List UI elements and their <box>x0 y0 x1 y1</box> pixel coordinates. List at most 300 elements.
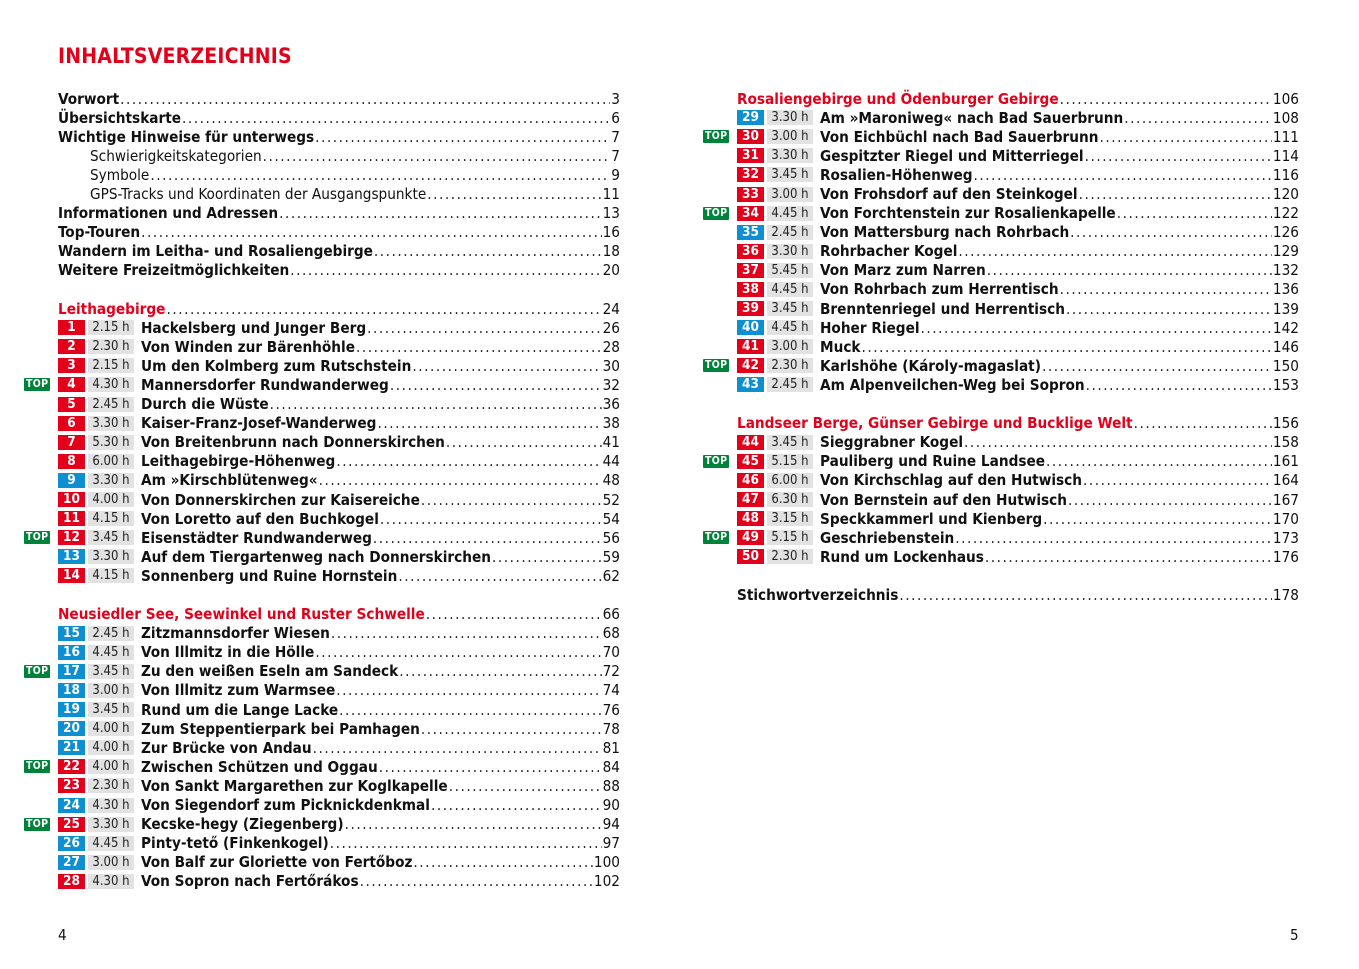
tour-label: Von Illmitz in die Hölle <box>141 643 315 662</box>
tour-duration: 4.00 h <box>88 492 134 507</box>
tour-row[interactable] <box>703 490 1299 509</box>
tour-row[interactable] <box>703 127 1299 146</box>
tour-number: 37 <box>737 263 764 278</box>
tour-label: Rohrbacher Kogel <box>820 242 958 261</box>
entry-label: Rosaliengebirge und Ödenburger Gebirge <box>737 89 1059 108</box>
leader-dots <box>964 433 1272 451</box>
page-number: 136 <box>1272 280 1299 299</box>
leader-dots <box>290 261 601 279</box>
leader-dots <box>367 319 601 337</box>
page-number: 108 <box>1272 108 1299 127</box>
leader-dots <box>263 147 611 165</box>
tour-label: Gespitzter Riegel und Mitterriegel <box>820 146 1084 165</box>
tour-number: 50 <box>737 549 764 564</box>
page-number: 120 <box>1272 185 1299 204</box>
tour-row[interactable] <box>703 204 1299 223</box>
top-badge-cell <box>703 130 737 143</box>
index-row[interactable] <box>703 585 1299 604</box>
page-number: 6 <box>611 108 620 127</box>
leader-dots <box>427 185 601 203</box>
tour-label: Zum Steppentierpark bei Pamhagen <box>141 719 420 738</box>
tour-row[interactable] <box>24 872 620 891</box>
tour-row[interactable] <box>24 795 620 814</box>
page-number: 3 <box>611 89 620 108</box>
page-number: 97 <box>602 834 620 853</box>
tour-duration: 3.30 h <box>88 473 134 488</box>
tour-number: 36 <box>737 244 764 259</box>
tour-number: 21 <box>58 740 85 755</box>
tour-row[interactable] <box>24 566 620 585</box>
page-number: 161 <box>1272 452 1299 471</box>
tour-duration: 3.30 h <box>88 817 134 832</box>
page-number: 16 <box>602 223 620 242</box>
tour-number: 24 <box>58 798 85 813</box>
tour-number: 47 <box>737 492 764 507</box>
tour-number: 39 <box>737 301 764 316</box>
page-number: 170 <box>1272 509 1299 528</box>
leader-dots <box>899 586 1272 604</box>
tour-duration: 3.45 h <box>88 702 134 717</box>
page-number: 9 <box>611 165 620 184</box>
tour-label: Kecske-hegy (Ziegenberg) <box>141 815 344 834</box>
front-matter-row[interactable] <box>24 146 620 165</box>
leader-dots <box>360 872 593 890</box>
tour-row[interactable] <box>703 261 1299 280</box>
tour-label: Sieggrabner Kogel <box>820 433 964 452</box>
leader-dots <box>380 510 602 528</box>
leader-dots <box>315 643 601 661</box>
leader-dots <box>336 452 601 470</box>
page-number: 28 <box>602 337 620 356</box>
tour-number: 27 <box>58 855 85 870</box>
tour-row[interactable] <box>703 509 1299 528</box>
top-badge-cell <box>24 665 58 678</box>
leader-dots <box>1117 204 1272 222</box>
tour-row[interactable] <box>703 242 1299 261</box>
tour-number: 9 <box>58 473 85 488</box>
leader-dots <box>390 376 602 394</box>
tour-row[interactable] <box>24 662 620 681</box>
page-number: 59 <box>602 547 620 566</box>
section-heading[interactable] <box>703 414 1299 433</box>
leader-dots <box>331 624 602 642</box>
page-number: 142 <box>1272 318 1299 337</box>
front-matter-row[interactable] <box>24 165 620 184</box>
front-matter-row[interactable] <box>24 223 620 242</box>
tour-label: Von Frohsdorf auf den Steinkogel <box>820 185 1078 204</box>
left-page-number: 4 <box>58 926 67 944</box>
tour-duration: 2.45 h <box>88 397 134 412</box>
page-number: 158 <box>1272 433 1299 452</box>
tour-duration: 4.00 h <box>88 740 134 755</box>
tour-label: Muck <box>820 337 861 356</box>
tour-number: 12 <box>58 530 85 545</box>
tour-row[interactable] <box>24 815 620 834</box>
tour-row[interactable] <box>703 146 1299 165</box>
tour-label: Am Alpenveilchen-Weg bei Sopron <box>820 375 1085 394</box>
tour-row[interactable] <box>703 184 1299 203</box>
tour-label: Pauliberg und Ruine Landsee <box>820 452 1046 471</box>
leader-dots <box>421 720 602 738</box>
page-number: 70 <box>602 643 620 662</box>
tour-label: Zur Brücke von Andau <box>141 738 312 757</box>
index-entry <box>703 585 1299 604</box>
leader-dots <box>955 529 1272 547</box>
tour-duration: 5.15 h <box>767 454 813 469</box>
tour-row[interactable] <box>24 643 620 662</box>
leader-dots <box>398 567 601 585</box>
tour-label: Von Marz zum Narren <box>820 261 986 280</box>
tour-number: 8 <box>58 454 85 469</box>
front-matter-row[interactable] <box>24 242 620 261</box>
tour-row[interactable] <box>24 853 620 872</box>
tour-number: 6 <box>58 416 85 431</box>
tour-label: Um den Kolmberg zum Rutschstein <box>141 356 412 375</box>
leader-dots <box>1070 223 1272 241</box>
tour-duration: 2.15 h <box>88 358 134 373</box>
tour-label: Von Balf zur Gloriette von Fertőboz <box>141 853 413 872</box>
tour-number: 5 <box>58 397 85 412</box>
tour-duration: 5.45 h <box>767 263 813 278</box>
tour-row[interactable] <box>24 757 620 776</box>
page-number: 114 <box>1272 146 1299 165</box>
toc-right-column <box>703 89 1299 605</box>
page-number: 7 <box>611 146 620 165</box>
tour-number: 25 <box>58 817 85 832</box>
tour-label: Zu den weißen Eseln am Sandeck <box>141 662 399 681</box>
tour-number: 10 <box>58 492 85 507</box>
leader-dots <box>1068 491 1272 509</box>
tour-duration: 4.00 h <box>88 721 134 736</box>
page-number: 146 <box>1272 337 1299 356</box>
section-landseer <box>703 414 1299 567</box>
tour-label: Von Kirchschlag auf den Hutwisch <box>820 471 1082 490</box>
leader-dots <box>120 90 610 108</box>
tour-label: Von Eichbüchl nach Bad Sauerbrunn <box>820 127 1099 146</box>
page-title: INHALTSVERZEICHNIS <box>58 44 292 68</box>
page-number: 66 <box>602 605 620 624</box>
tour-row[interactable] <box>24 681 620 700</box>
page-number: 102 <box>593 872 620 891</box>
page-number: 126 <box>1272 223 1299 242</box>
leader-dots <box>431 796 602 814</box>
leader-dots <box>1043 510 1272 528</box>
page-number: 173 <box>1272 528 1299 547</box>
page-number: 156 <box>1272 414 1299 433</box>
leader-dots <box>413 853 593 871</box>
tour-label: Von Rohrbach zum Herrentisch <box>820 280 1059 299</box>
leader-dots <box>1079 185 1272 203</box>
tour-duration: 3.45 h <box>88 664 134 679</box>
top-badge: TOP <box>26 760 49 773</box>
tour-label: Kaiser-Franz-Josef-Wanderweg <box>141 414 377 433</box>
leader-dots <box>1099 128 1271 146</box>
entry-label: Weitere Freizeitmöglichkeiten <box>58 261 290 280</box>
tour-row[interactable] <box>24 834 620 853</box>
leader-dots <box>339 701 601 719</box>
page-number: 62 <box>602 566 620 585</box>
leader-dots <box>379 758 602 776</box>
tour-duration: 4.45 h <box>88 645 134 660</box>
section-rosalien <box>703 89 1299 395</box>
tour-label: Von Breitenbrunn nach Donnerskirchen <box>141 433 445 452</box>
section-leithagebirge <box>24 299 620 585</box>
tour-duration: 3.00 h <box>767 129 813 144</box>
tour-duration: 5.30 h <box>88 435 134 450</box>
tour-duration: 3.30 h <box>767 244 813 259</box>
top-badge-cell <box>703 455 737 468</box>
tour-number: 1 <box>58 320 85 335</box>
front-matter-row[interactable] <box>24 261 620 280</box>
tour-number: 32 <box>737 167 764 182</box>
tour-number: 29 <box>737 110 764 125</box>
leader-dots <box>446 433 602 451</box>
tour-number: 22 <box>58 759 85 774</box>
tour-number: 44 <box>737 435 764 450</box>
leader-dots <box>426 605 602 623</box>
tour-duration: 6.00 h <box>767 473 813 488</box>
tour-row[interactable] <box>703 452 1299 471</box>
tour-label: Auf dem Tiergartenweg nach Donnerskirchen <box>141 547 491 566</box>
entry-label: Landseer Berge, Günser Gebirge und Bucklige Welt <box>737 414 1133 433</box>
tour-duration: 2.30 h <box>767 549 813 564</box>
tour-duration: 3.30 h <box>88 416 134 431</box>
tour-row[interactable] <box>24 700 620 719</box>
tour-number: 15 <box>58 626 85 641</box>
tour-label: Zitzmannsdorfer Wiesen <box>141 624 330 643</box>
tour-row[interactable] <box>703 223 1299 242</box>
leader-dots <box>141 223 602 241</box>
page-number: 74 <box>602 681 620 700</box>
tour-row[interactable] <box>24 375 620 394</box>
page-number: 44 <box>602 452 620 471</box>
tour-row[interactable] <box>24 624 620 643</box>
leader-dots <box>1060 90 1272 108</box>
page-number: 18 <box>602 242 620 261</box>
top-badge: TOP <box>705 130 728 143</box>
tour-label: Mannersdorfer Rundwanderweg <box>141 375 389 394</box>
tour-row[interactable] <box>24 433 620 452</box>
tour-number: 38 <box>737 282 764 297</box>
tour-number: 14 <box>58 568 85 583</box>
leader-dots <box>336 681 601 699</box>
front-matter-row[interactable] <box>24 127 620 146</box>
top-badge: TOP <box>26 817 49 830</box>
top-badge: TOP <box>705 359 728 372</box>
entry-label: GPS-Tracks und Koordinaten der Ausgangspunkte <box>90 185 427 204</box>
tour-row[interactable] <box>24 471 620 490</box>
entry-label: Vorwort <box>58 89 120 108</box>
tour-number: 18 <box>58 683 85 698</box>
entry-label: Informationen und Adressen <box>58 204 279 223</box>
leader-dots <box>1042 357 1272 375</box>
leader-dots <box>958 242 1272 260</box>
leader-dots <box>1066 300 1272 318</box>
page-number: 68 <box>602 624 620 643</box>
entry-label: Leithagebirge <box>58 299 166 318</box>
tour-duration: 4.45 h <box>88 836 134 851</box>
tour-label: Hoher Riegel <box>820 318 920 337</box>
tour-label: Durch die Wüste <box>141 395 269 414</box>
front-matter-row[interactable] <box>24 184 620 203</box>
tour-row[interactable] <box>703 471 1299 490</box>
tour-row[interactable] <box>24 318 620 337</box>
tour-row[interactable] <box>703 433 1299 452</box>
tour-label: Pinty-tető (Finkenkogel) <box>141 834 329 853</box>
page-number: 32 <box>602 375 620 394</box>
page-number: 48 <box>602 471 620 490</box>
leader-dots <box>150 166 610 184</box>
page-number: 178 <box>1272 585 1299 604</box>
leader-dots <box>1124 109 1272 127</box>
tour-number: 4 <box>58 377 85 392</box>
leader-dots <box>1046 452 1272 470</box>
tour-duration: 3.30 h <box>767 110 813 125</box>
tour-number: 42 <box>737 358 764 373</box>
tour-row[interactable] <box>703 318 1299 337</box>
section-heading[interactable] <box>703 89 1299 108</box>
page-number: 56 <box>602 528 620 547</box>
tour-row[interactable] <box>24 776 620 795</box>
tour-duration: 3.45 h <box>767 301 813 316</box>
page-number: 153 <box>1272 375 1299 394</box>
tour-duration: 4.15 h <box>88 511 134 526</box>
top-badge: TOP <box>705 206 728 219</box>
leader-dots <box>974 166 1272 184</box>
tour-row[interactable] <box>703 280 1299 299</box>
leader-dots <box>1083 471 1272 489</box>
tour-duration: 4.30 h <box>88 798 134 813</box>
entry-label: Neusiedler See, Seewinkel und Ruster Schwelle <box>58 605 425 624</box>
tour-number: 13 <box>58 549 85 564</box>
tour-label: Sonnenberg und Ruine Hornstein <box>141 566 398 585</box>
tour-label: Von Forchtenstein zur Rosalienkapelle <box>820 204 1116 223</box>
tour-duration: 6.30 h <box>767 492 813 507</box>
tour-label: Von Mattersburg nach Rohrbach <box>820 223 1070 242</box>
section-neusiedler <box>24 605 620 891</box>
tour-row[interactable] <box>703 108 1299 127</box>
leader-dots <box>399 662 601 680</box>
tour-duration: 4.30 h <box>88 874 134 889</box>
page-number: 129 <box>1272 242 1299 261</box>
tour-label: Rund um Lockenhaus <box>820 547 984 566</box>
tour-label: Von Siegendorf zum Picknickdenkmal <box>141 796 430 815</box>
tour-row[interactable] <box>703 165 1299 184</box>
page-number: 76 <box>602 700 620 719</box>
tour-number: 45 <box>737 454 764 469</box>
leader-dots <box>862 338 1272 356</box>
tour-label: Von Sopron nach Fertőrákos <box>141 872 359 891</box>
tour-row[interactable] <box>24 547 620 566</box>
page-number: 30 <box>602 356 620 375</box>
tour-number: 28 <box>58 874 85 889</box>
leader-dots <box>313 739 602 757</box>
tour-row[interactable] <box>24 490 620 509</box>
section-heading[interactable] <box>24 605 620 624</box>
tour-duration: 4.45 h <box>767 320 813 335</box>
page-number: 122 <box>1272 204 1299 223</box>
tour-duration: 3.30 h <box>88 549 134 564</box>
leader-dots <box>319 471 602 489</box>
top-badge: TOP <box>705 454 728 467</box>
leader-dots <box>421 491 602 509</box>
tour-number: 16 <box>58 645 85 660</box>
tour-duration: 6.00 h <box>88 454 134 469</box>
page-number: 72 <box>602 662 620 681</box>
tour-number: 20 <box>58 721 85 736</box>
page-number: 54 <box>602 509 620 528</box>
tour-row[interactable] <box>24 719 620 738</box>
leader-dots <box>330 834 602 852</box>
page-number: 41 <box>602 433 620 452</box>
tour-label: Von Loretto auf den Buchkogel <box>141 509 379 528</box>
tour-number: 31 <box>737 148 764 163</box>
tour-row[interactable] <box>24 395 620 414</box>
tour-label: Brenntenriegel und Herrentisch <box>820 299 1065 318</box>
top-badge-cell <box>24 760 58 773</box>
page-number: 150 <box>1272 356 1299 375</box>
tour-duration: 2.30 h <box>88 778 134 793</box>
tour-row[interactable] <box>703 337 1299 356</box>
page-number: 52 <box>602 490 620 509</box>
right-page-number: 5 <box>1290 926 1299 944</box>
section-heading[interactable] <box>24 299 620 318</box>
page-number: 81 <box>602 738 620 757</box>
tour-number: 43 <box>737 377 764 392</box>
tour-row[interactable] <box>24 738 620 757</box>
page-number: 20 <box>602 261 620 280</box>
tour-row[interactable] <box>24 528 620 547</box>
front-matter-row[interactable] <box>24 108 620 127</box>
tour-label: Geschriebenstein <box>820 528 955 547</box>
tour-row[interactable] <box>703 299 1299 318</box>
front-matter-row[interactable] <box>24 204 620 223</box>
tour-duration: 4.45 h <box>767 206 813 221</box>
leader-dots <box>1134 414 1272 432</box>
page-number: 100 <box>593 853 620 872</box>
tour-number: 30 <box>737 129 764 144</box>
tour-label: Rosalien-Höhenweg <box>820 165 973 184</box>
leader-dots <box>356 338 602 356</box>
top-badge: TOP <box>26 378 49 391</box>
tour-row[interactable] <box>24 509 620 528</box>
tour-row[interactable] <box>24 337 620 356</box>
leader-dots <box>345 815 602 833</box>
tour-number: 7 <box>58 435 85 450</box>
tour-row[interactable] <box>24 356 620 375</box>
tour-duration: 3.00 h <box>767 187 813 202</box>
tour-row[interactable] <box>24 452 620 471</box>
tour-row[interactable] <box>703 375 1299 394</box>
tour-row[interactable] <box>24 414 620 433</box>
top-badge-cell <box>24 818 58 831</box>
tour-row[interactable] <box>703 547 1299 566</box>
tour-label: Eisenstädter Rundwanderweg <box>141 528 372 547</box>
tour-label: Rund um die Lange Lacke <box>141 700 339 719</box>
tour-label: Hackelsberg und Junger Berg <box>141 318 367 337</box>
tour-label: Am »Kirschblütenweg« <box>141 471 318 490</box>
leader-dots <box>985 548 1272 566</box>
tour-row[interactable] <box>703 356 1299 375</box>
leader-dots <box>987 261 1272 279</box>
top-badge: TOP <box>26 531 49 544</box>
tour-label: Von Bernstein auf den Hutwisch <box>820 490 1068 509</box>
toc-left-column <box>24 89 620 891</box>
tour-duration: 4.30 h <box>88 377 134 392</box>
front-matter-row[interactable] <box>24 89 620 108</box>
leader-dots <box>1060 280 1272 298</box>
tour-row[interactable] <box>703 528 1299 547</box>
